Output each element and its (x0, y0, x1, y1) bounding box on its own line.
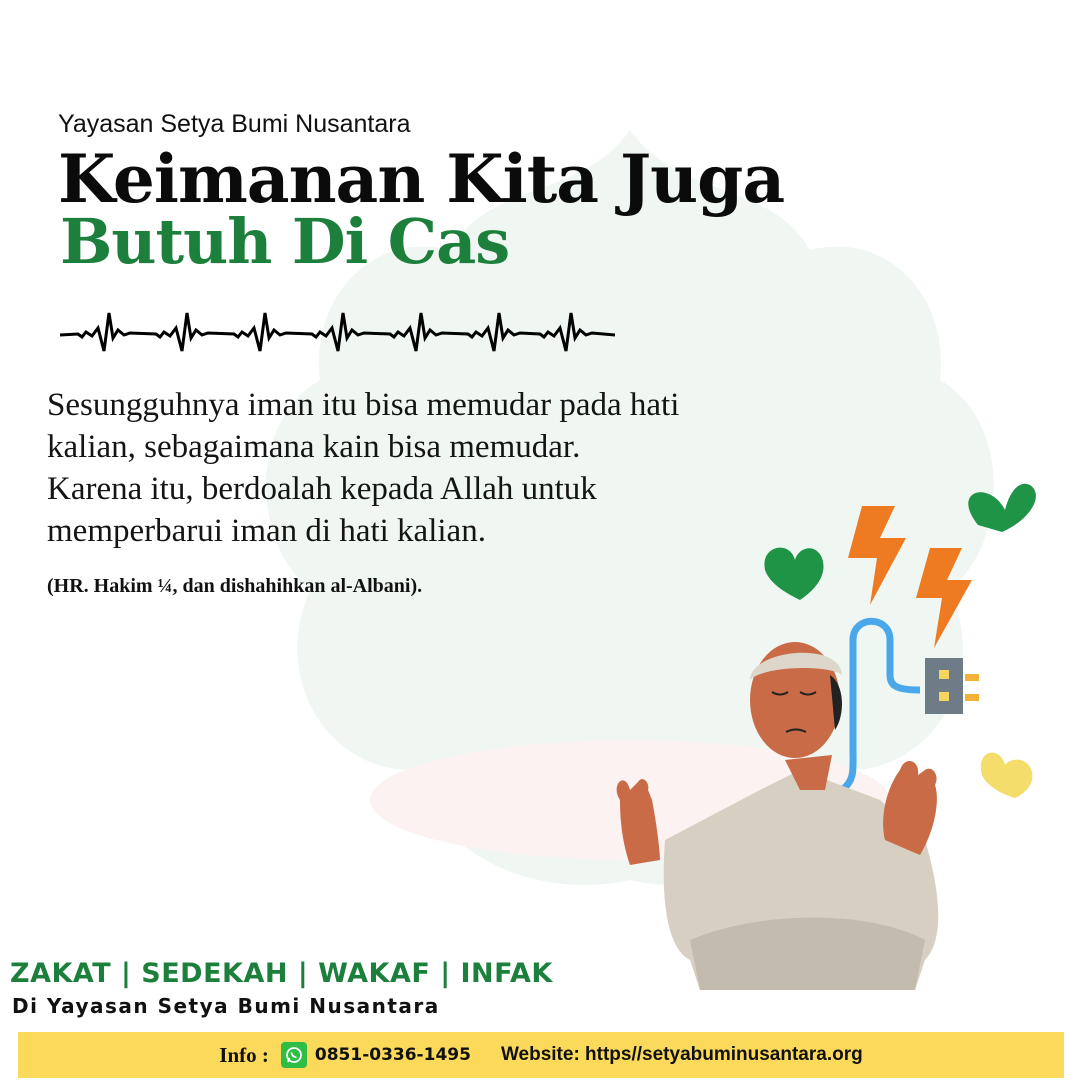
organization-name: Yayasan Setya Bumi Nusantara (58, 110, 411, 138)
contact-footer-bar (18, 1032, 1064, 1078)
whatsapp-icon[interactable] (281, 1042, 307, 1068)
website-link[interactable]: Website: https//setyabuminusantara.org (500, 1044, 863, 1065)
donation-subtitle: Di Yayasan Setya Bumi Nusantara (12, 994, 440, 1018)
quote-line: Karena itu, berdoalah kepada Allah untuk (47, 471, 597, 507)
heartbeat-line-icon (60, 308, 615, 358)
quote-line: Sesungguhnya iman itu bisa memudar pada hati (47, 387, 680, 423)
hadith-source: (HR. Hakim ¼, dan dishahihkan al-Albani). (47, 575, 423, 597)
praying-man-illustration (600, 470, 1060, 1030)
plug-icon (925, 658, 963, 714)
info-label: Info : (219, 1042, 269, 1067)
yellow-heart-icon (981, 753, 1033, 798)
phone-number[interactable]: 0851-0336-1495 (314, 1045, 471, 1065)
lightning-bolt-icon (916, 548, 972, 648)
page-title-line2: Butuh Di Cas (60, 205, 510, 278)
quote-line: kalian, sebagaimana kain bisa memudar. (47, 429, 581, 465)
lightning-bolt-icon (848, 506, 906, 605)
green-heart-icon (968, 484, 1036, 532)
quote-line: memperbarui iman di hati kalian. (47, 513, 486, 549)
donation-programs: ZAKAT | SEDEKAH | WAKAF | INFAK (10, 958, 553, 989)
green-heart-icon (764, 548, 823, 600)
page-title-line1: Keimanan Kita Juga (58, 140, 785, 218)
